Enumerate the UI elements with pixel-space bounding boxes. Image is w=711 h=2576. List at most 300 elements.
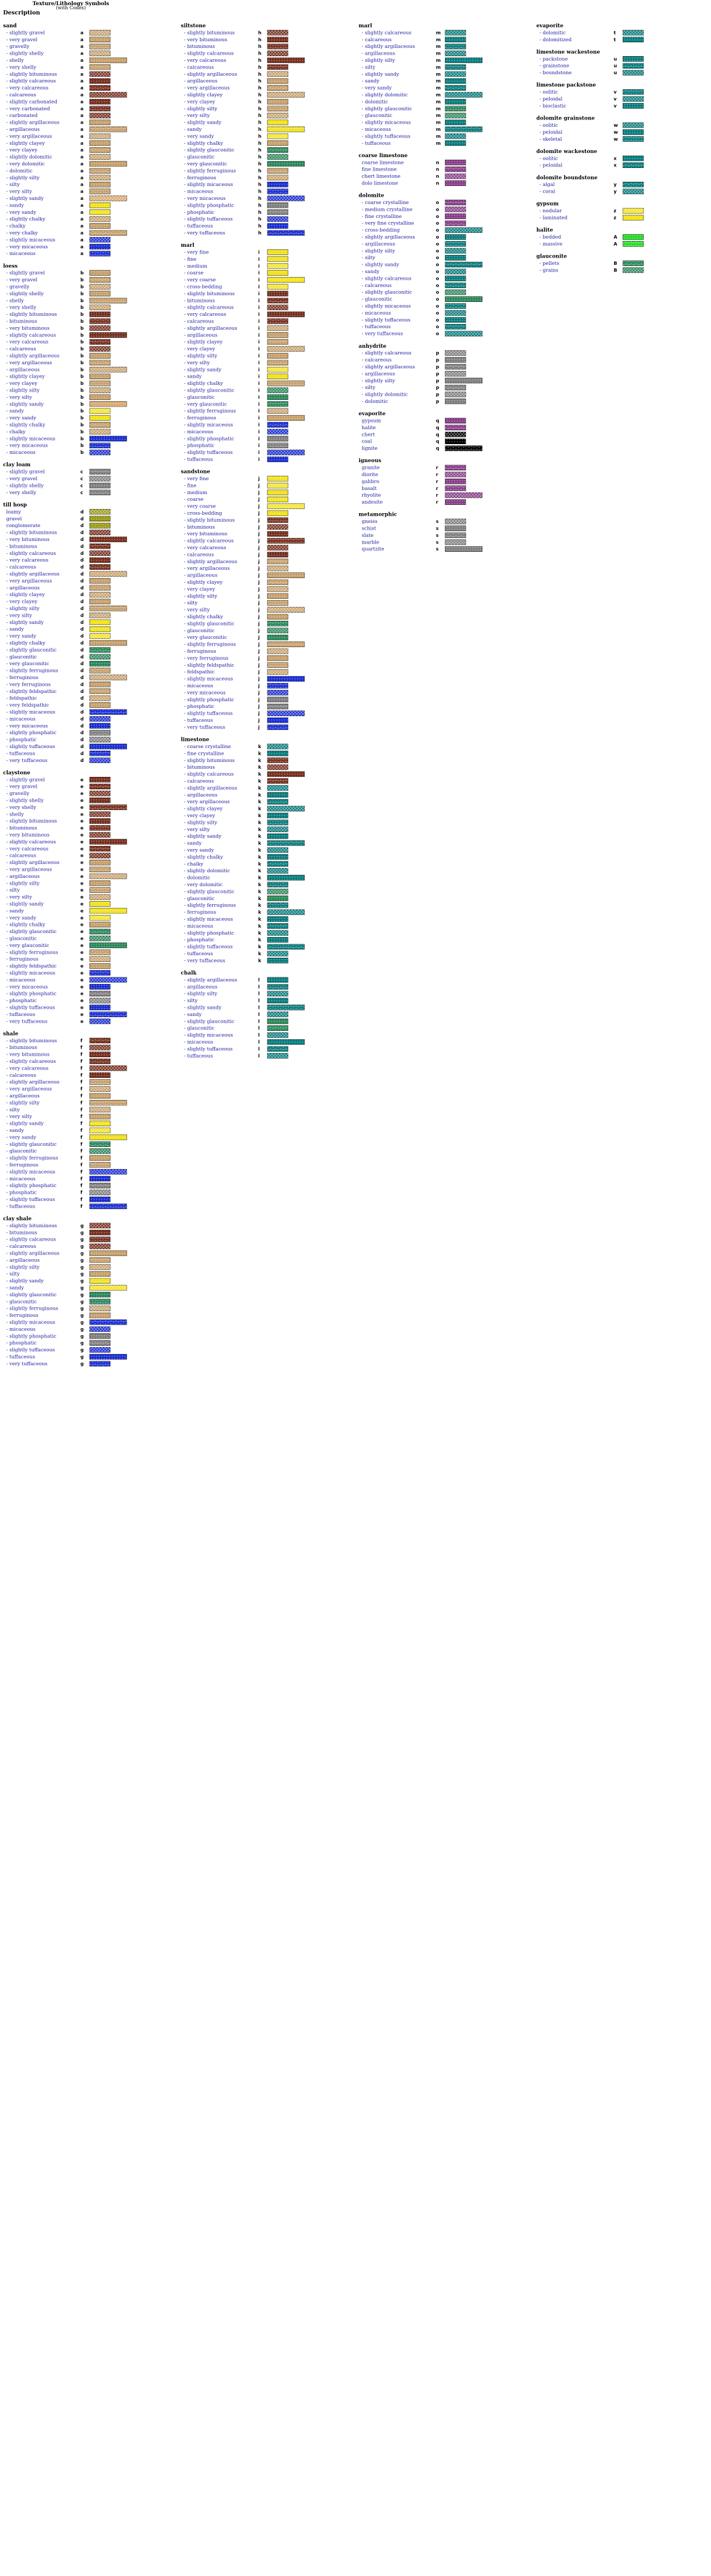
symbol-code: c — [80, 490, 83, 496]
symbol-pattern — [267, 586, 288, 591]
symbol-label: - slightly tuffaceous — [6, 1005, 55, 1011]
symbol-pattern — [90, 284, 110, 290]
symbol-code: f — [80, 1128, 82, 1133]
symbol-pattern — [445, 303, 466, 309]
symbol-code: f — [80, 1052, 82, 1058]
symbol-code: o — [436, 228, 439, 233]
symbol-label: - argillaceous — [362, 371, 395, 377]
symbol-label: - slightly chalky — [184, 140, 223, 146]
symbol-code: j — [258, 615, 260, 620]
symbol-code: o — [436, 283, 439, 289]
symbol-pattern — [90, 853, 110, 858]
symbol-code: i — [258, 416, 260, 421]
symbol-label: - slightly silty — [6, 1264, 40, 1270]
symbol-code: f — [80, 1149, 82, 1155]
symbol-pattern — [90, 798, 110, 803]
symbol-pattern — [90, 551, 110, 556]
symbol-code: d — [80, 682, 84, 688]
symbol-code: g — [80, 1265, 84, 1270]
symbol-pattern — [90, 409, 110, 414]
symbol-label: - argillaceous — [6, 585, 40, 591]
symbol-pattern — [90, 381, 110, 386]
symbol-label: - slightly sandy — [6, 901, 44, 907]
symbol-label: - very glauconitic — [6, 661, 49, 667]
symbol-label: - sandy — [6, 408, 24, 414]
symbol-label: - coral — [539, 189, 555, 195]
symbol-label: - very silty — [6, 894, 32, 901]
symbol-code: h — [258, 182, 262, 188]
symbol-pattern — [445, 44, 466, 49]
symbol-pattern — [90, 730, 110, 735]
symbol-code: g — [80, 1327, 84, 1332]
symbol-code: k — [258, 800, 261, 805]
symbol-label: - very micaceous — [184, 690, 226, 696]
symbol-code: j — [258, 711, 260, 717]
symbol-code: r — [436, 493, 438, 499]
symbol-pattern — [445, 539, 466, 545]
symbol-code: a — [80, 162, 84, 167]
symbol-code: h — [258, 203, 262, 209]
symbol-label: - very tuffaceous — [184, 230, 226, 236]
symbol-label: quartzite — [362, 546, 384, 552]
group-heading: marl — [181, 243, 195, 249]
symbol-label: granite — [362, 465, 380, 471]
symbol-code: k — [258, 861, 261, 867]
symbol-code: h — [258, 196, 262, 201]
symbol-code: a — [80, 65, 84, 71]
symbol-pattern — [90, 1285, 127, 1291]
symbol-label: - slightly chalky — [6, 216, 45, 223]
symbol-pattern — [90, 92, 127, 97]
symbol-pattern — [267, 99, 288, 104]
symbol-code: o — [436, 235, 439, 241]
symbol-code: o — [436, 207, 439, 213]
symbol-pattern — [90, 1361, 110, 1366]
symbol-label: - calcareous — [6, 564, 37, 570]
symbol-label: - slightly bituminous — [6, 312, 57, 318]
symbol-label: - very micaceous — [184, 196, 226, 201]
symbol-label: - argillaceous — [6, 873, 40, 879]
symbol-pattern — [623, 103, 644, 108]
symbol-pattern — [267, 655, 288, 660]
symbol-code: o — [436, 276, 439, 282]
symbol-label: - fine crystalline — [184, 751, 224, 757]
symbol-pattern — [90, 723, 110, 728]
symbol-label: - slightly glauconitic — [184, 147, 234, 154]
symbol-code: m — [436, 37, 441, 43]
group-heading: claystone — [3, 770, 30, 776]
symbol-pattern — [90, 620, 110, 625]
symbol-pattern — [267, 450, 304, 455]
symbol-label: - slightly sandy — [184, 367, 222, 373]
symbol-label: - medium — [184, 489, 208, 496]
symbol-pattern — [90, 811, 110, 817]
symbol-label: - dolomitic — [6, 168, 33, 174]
symbol-label: - slightly argillaceous — [6, 571, 60, 577]
symbol-label: - grainstone — [539, 63, 569, 69]
symbol-label: - slightly calcareous — [362, 350, 412, 357]
symbol-label: - micaceous — [184, 923, 213, 929]
symbol-code: d — [80, 544, 84, 550]
symbol-pattern — [267, 538, 304, 544]
symbol-pattern — [267, 210, 288, 215]
symbol-label: - phosphatic — [184, 937, 215, 943]
symbol-label: - sandy — [184, 374, 202, 380]
symbol-pattern — [267, 504, 304, 509]
symbol-label: - very bituminous — [184, 531, 228, 537]
symbol-code: i — [258, 360, 260, 366]
symbol-pattern — [90, 908, 127, 913]
symbol-pattern — [267, 250, 288, 255]
symbol-pattern — [267, 635, 288, 640]
symbol-label: - bituminous — [184, 298, 215, 304]
symbol-code: l — [258, 1019, 260, 1025]
symbol-code: k — [258, 778, 261, 784]
symbol-pattern — [90, 332, 127, 337]
symbol-pattern — [267, 889, 288, 894]
symbol-code: e — [80, 874, 84, 879]
symbol-code: h — [258, 58, 262, 63]
symbol-code: b — [80, 333, 84, 338]
symbol-label: - slightly argillaceous — [6, 1250, 60, 1257]
symbol-pattern — [90, 1197, 110, 1202]
symbol-label: - argillaceous — [6, 367, 40, 373]
symbol-code: t — [614, 37, 616, 43]
symbol-label: - very sandy — [362, 85, 392, 91]
symbol-label: - very argillaceous — [6, 133, 52, 140]
symbol-label: - micaceous — [6, 716, 36, 722]
symbol-label: - sandy — [362, 269, 380, 275]
group-heading: loess — [3, 263, 18, 269]
symbol-label: - very fine — [184, 476, 209, 482]
symbol-code: h — [258, 217, 262, 223]
symbol-label: - coarse — [184, 270, 204, 276]
symbol-label: - slightly sandy — [6, 196, 44, 201]
symbol-label: - very calcareous — [184, 58, 227, 63]
symbol-pattern — [267, 224, 288, 229]
symbol-pattern — [267, 120, 288, 125]
symbol-code: k — [258, 882, 261, 888]
symbol-code: e — [80, 936, 84, 942]
symbol-pattern — [267, 257, 288, 262]
symbol-label: - very clayey — [184, 812, 215, 819]
symbol-label: - silty — [6, 1271, 20, 1277]
symbol-code: v — [614, 97, 617, 103]
symbol-code: m — [436, 120, 441, 126]
symbol-label: - slightly calcareous — [6, 78, 56, 84]
group-heading: halite — [536, 227, 553, 233]
symbol-pattern — [90, 99, 110, 104]
symbol-label: - slightly silty — [362, 58, 395, 63]
symbol-code: f — [80, 1156, 82, 1161]
symbol-code: o — [436, 248, 439, 254]
symbol-pattern — [445, 92, 482, 97]
symbol-label: - very bituminous — [6, 325, 50, 331]
symbol-pattern — [90, 929, 110, 934]
symbol-label: - very bituminous — [184, 37, 228, 43]
symbol-label: - nodular — [539, 208, 562, 214]
symbol-label: - glauconitic — [6, 936, 37, 942]
symbol-code: h — [258, 93, 262, 98]
symbol-code: n — [436, 174, 439, 180]
symbol-code: n — [436, 167, 439, 173]
symbol-code: e — [80, 998, 84, 1004]
symbol-pattern — [267, 704, 288, 709]
symbol-pattern — [90, 244, 110, 249]
symbol-label: - slightly bituminous — [6, 818, 57, 824]
symbol-pattern — [90, 1052, 110, 1057]
symbol-label: - very dolomitic — [184, 882, 223, 888]
symbol-pattern — [445, 78, 466, 83]
symbol-label: - slightly clayey — [184, 92, 223, 98]
symbol-code: b — [80, 291, 84, 297]
symbol-code: z — [614, 215, 617, 221]
symbol-code: m — [436, 93, 441, 98]
symbol-label: - very glauconitic — [6, 942, 49, 948]
symbol-code: l — [258, 977, 260, 983]
symbol-label: - slightly tuffaceous — [362, 133, 411, 140]
symbol-code: l — [258, 985, 260, 990]
symbol-code: f — [80, 1114, 82, 1120]
symbol-pattern — [267, 270, 288, 276]
symbol-label: - very coarse — [184, 277, 216, 283]
symbol-pattern — [90, 689, 110, 694]
symbol-label: - laminated — [539, 215, 568, 221]
symbol-code: g — [80, 1251, 84, 1257]
symbol-pattern — [267, 346, 304, 351]
symbol-code: e — [80, 950, 84, 956]
symbol-label: - slightly calcareous — [6, 1236, 56, 1243]
symbol-label: - calcareous — [184, 552, 214, 558]
symbol-label: - very tuffaceous — [184, 958, 226, 964]
chart-title: Texture/Lithology Symbols — [32, 1, 109, 7]
symbol-pattern — [267, 649, 288, 654]
symbol-pattern — [445, 269, 466, 274]
symbol-code: d — [80, 571, 84, 577]
symbol-pattern — [267, 772, 304, 777]
symbol-label: - slightly glauconitic — [6, 1292, 57, 1298]
symbol-code: e — [80, 943, 84, 948]
symbol-label: - feldspathic — [6, 696, 37, 702]
symbol-label: - slightly micaceous — [184, 422, 233, 428]
symbol-pattern — [90, 44, 110, 49]
symbol-code: e — [80, 916, 84, 921]
symbol-pattern — [267, 291, 288, 296]
symbol-label: - very clayey — [6, 599, 38, 605]
symbol-label: - slightly bituminous — [6, 71, 57, 77]
symbol-label: - shelly — [6, 58, 24, 63]
symbol-pattern — [90, 1121, 110, 1126]
symbol-code: d — [80, 537, 84, 543]
symbol-pattern — [90, 230, 127, 235]
symbol-pattern — [90, 592, 110, 597]
symbol-label: - sandy — [184, 840, 202, 846]
symbol-pattern — [623, 267, 644, 273]
symbol-code: b — [80, 305, 84, 311]
symbol-label: - very argillaceous — [184, 566, 230, 572]
symbol-label: - argillaceous — [184, 332, 217, 338]
symbol-pattern — [90, 1341, 110, 1346]
symbol-label: - slightly argillaceous — [184, 558, 238, 565]
symbol-code: a — [80, 79, 84, 84]
symbol-code: i — [258, 388, 260, 394]
symbol-label: - slightly gravel — [6, 777, 45, 783]
symbol-code: h — [258, 65, 262, 71]
symbol-pattern — [623, 137, 644, 142]
symbol-code: k — [258, 917, 261, 922]
symbol-label: - dolomitic — [362, 99, 388, 105]
symbol-code: A — [614, 235, 617, 241]
symbol-label: - very coarse — [184, 503, 216, 510]
symbol-code: f — [80, 1094, 82, 1099]
symbol-code: a — [80, 99, 84, 105]
symbol-code: h — [258, 44, 262, 50]
symbol-pattern — [90, 777, 110, 782]
symbol-label: - shelly — [6, 298, 24, 304]
symbol-code: j — [258, 594, 260, 599]
symbol-label: - argillaceous — [6, 1257, 40, 1263]
symbol-label: - ferruginous — [6, 1313, 39, 1319]
symbol-label: - slightly clayey — [6, 140, 45, 146]
symbol-label: - dolomitized — [539, 37, 572, 43]
symbol-label: - very gravel — [6, 784, 38, 790]
symbol-label: - slightly ferruginous — [6, 668, 58, 674]
group-heading: clay shale — [3, 1216, 32, 1222]
symbol-label: - slightly ferruginous — [184, 168, 236, 174]
symbol-label: - slightly chalky — [184, 614, 223, 620]
symbol-code: p — [436, 358, 439, 363]
symbol-pattern — [267, 175, 288, 180]
symbol-code: h — [258, 127, 262, 132]
symbol-pattern — [90, 415, 110, 420]
symbol-label: - slightly tuffaceous — [6, 743, 55, 750]
symbol-code: e — [80, 971, 84, 976]
symbol-code: u — [614, 63, 617, 69]
symbol-label: - very fine crystalline — [362, 221, 414, 227]
symbol-code: h — [258, 224, 262, 229]
symbol-pattern — [90, 155, 110, 160]
symbol-label: - tuffaceous — [362, 324, 391, 330]
symbol-pattern — [267, 573, 304, 578]
symbol-pattern — [90, 634, 110, 639]
symbol-label: - slightly glauconitic — [184, 1019, 234, 1025]
symbol-label: - calcareous — [184, 778, 214, 784]
symbol-pattern — [445, 500, 466, 505]
symbol-label: - slightly ferruginous — [184, 903, 236, 909]
symbol-label: - slightly clayey — [6, 592, 45, 598]
chart-subtitle: (with Codes) — [56, 6, 86, 11]
symbol-code: g — [80, 1244, 84, 1250]
symbol-code: h — [258, 51, 262, 57]
symbol-label: - calcareous — [362, 37, 392, 43]
symbol-pattern — [445, 262, 482, 267]
symbol-label: - ferruginous — [184, 649, 216, 655]
group-heading: dolomite — [359, 193, 384, 199]
group-heading: shale — [3, 1031, 19, 1037]
symbol-label: - very glauconitic — [184, 161, 227, 167]
symbol-code: h — [258, 162, 262, 167]
symbol-code: e — [80, 833, 84, 838]
symbol-code: y — [614, 189, 617, 195]
symbol-code: g — [80, 1313, 84, 1319]
symbol-code: e — [80, 929, 84, 935]
symbol-code: j — [258, 490, 260, 496]
symbol-pattern — [90, 867, 110, 872]
group-heading: limestone wackestone — [536, 49, 600, 55]
symbol-code: d — [80, 675, 84, 681]
symbol-pattern — [445, 350, 466, 355]
symbol-pattern — [267, 923, 288, 928]
symbol-label: - very tuffaceous — [6, 757, 48, 764]
symbol-code: e — [80, 784, 84, 790]
symbol-code: y — [614, 182, 617, 188]
symbol-pattern — [90, 196, 127, 201]
symbol-pattern — [267, 951, 288, 956]
symbol-code: d — [80, 510, 84, 515]
symbol-pattern — [267, 854, 288, 859]
symbol-label: - slightly clayey — [6, 374, 45, 380]
symbol-code: k — [258, 896, 261, 902]
symbol-label: - very shelly — [6, 64, 37, 71]
symbol-pattern — [267, 263, 288, 268]
symbol-pattern — [267, 476, 288, 481]
symbol-label: - very argillaceous — [184, 799, 230, 805]
symbol-pattern — [267, 621, 288, 626]
symbol-label: - slightly silty — [6, 387, 40, 394]
symbol-label: - sandy — [184, 127, 202, 132]
symbol-pattern — [623, 56, 644, 61]
symbol-label: - very argillaceous — [184, 85, 230, 91]
symbol-code: c — [80, 469, 83, 475]
symbol-pattern — [90, 963, 110, 969]
symbol-label: - tuffaceous — [184, 223, 213, 229]
symbol-label: - phosphatic — [6, 1340, 37, 1346]
symbol-pattern — [90, 312, 110, 317]
symbol-label: - micaceous — [6, 977, 36, 983]
symbol-label: - very dolomitic — [6, 161, 45, 167]
symbol-pattern — [90, 970, 110, 975]
symbol-label: - very clayey — [6, 381, 38, 387]
symbol-label: - micaceous — [184, 189, 213, 195]
symbol-code: e — [80, 839, 84, 845]
symbol-label: - slightly bituminous — [184, 30, 235, 36]
symbol-label: - phosphatic — [6, 1190, 37, 1196]
symbol-code: b — [80, 270, 84, 276]
symbol-pattern — [445, 371, 466, 376]
symbol-label: - slightly chalky — [6, 422, 45, 428]
symbol-pattern — [623, 90, 644, 95]
symbol-code: k — [258, 758, 261, 764]
symbol-code: h — [258, 113, 262, 119]
symbol-pattern — [445, 547, 482, 552]
symbol-pattern — [90, 984, 110, 989]
symbol-label: - slightly ferruginous — [184, 408, 236, 414]
symbol-code: r — [436, 479, 438, 485]
symbol-code: o — [436, 256, 439, 261]
symbol-code: j — [258, 538, 260, 544]
symbol-code: k — [258, 958, 261, 964]
symbol-pattern — [90, 1107, 110, 1112]
symbol-pattern — [90, 270, 110, 276]
symbol-code: l — [258, 1033, 260, 1039]
symbol-code: a — [80, 86, 84, 91]
symbol-label: - slightly silty — [184, 991, 217, 997]
symbol-pattern — [267, 628, 288, 633]
symbol-code: j — [258, 587, 260, 592]
symbol-code: f — [80, 1183, 82, 1189]
symbol-code: f — [80, 1176, 82, 1182]
symbol-label: - micaceous — [184, 683, 213, 689]
